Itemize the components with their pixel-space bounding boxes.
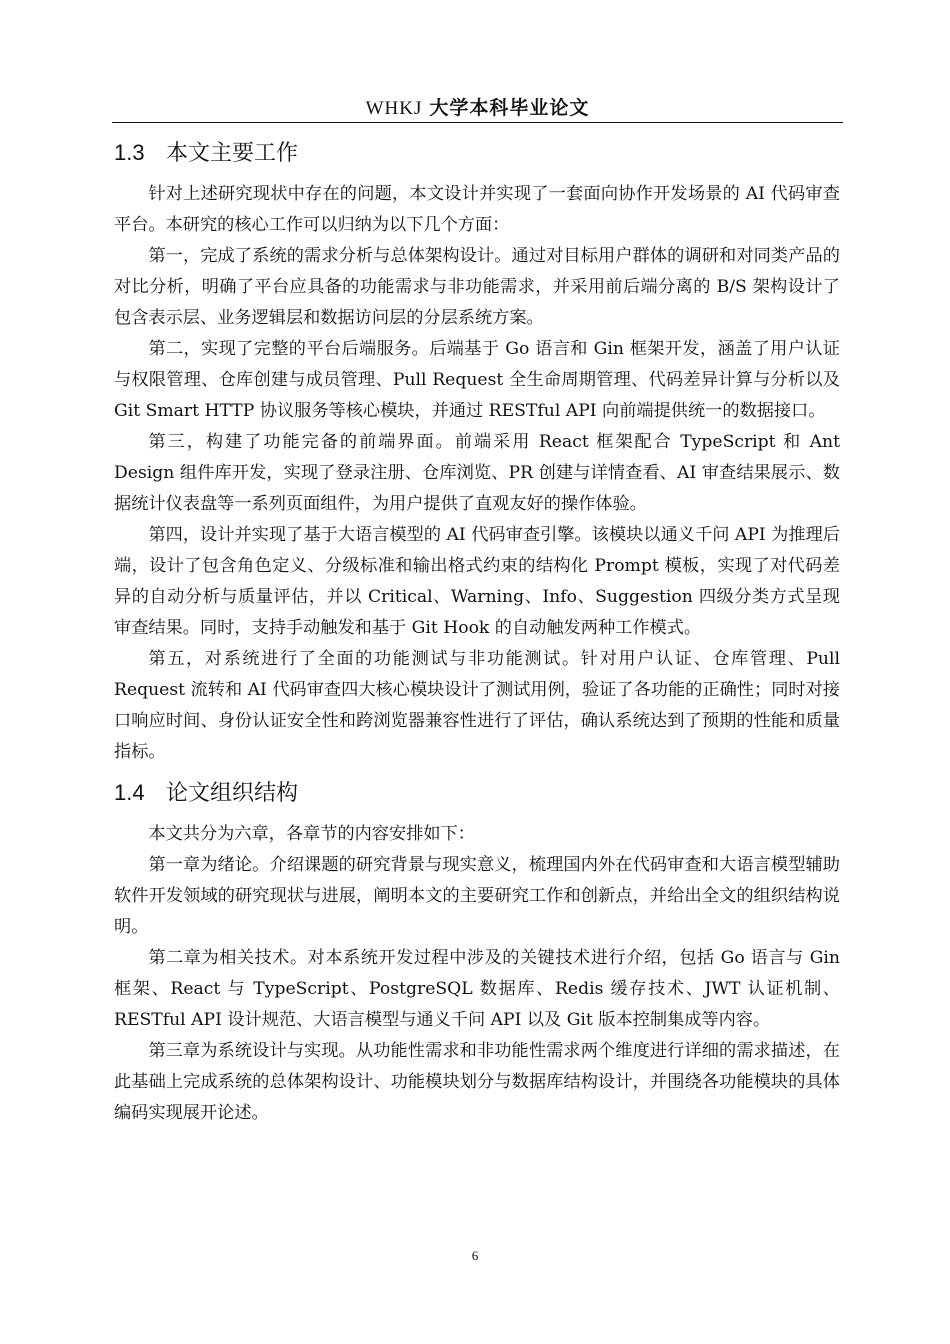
section-1-3 xyxy=(114,128,840,768)
paragraph: 第二章为相关技术。对本系统开发过程中涉及的关键技术进行介绍，包括 Go 语言与 Gin 框架、React 与 TypeScript、PostgreSQL 数据库、Redis 缓存技术、JWT 认证机制、RESTful API 设计规范、大语言模型与通义千问 API 以及 Git 版本控制集成等内容。 xyxy=(114,948,840,1030)
page-number: 6 xyxy=(471,1248,479,1263)
paragraph: 第二，实现了完整的平台后端服务。后端基于 Go 语言和 Gin 框架开发，涵盖了用户认证与权限管理、仓库创建与成员管理、Pull Request 全生命周期管理、代码差异计算与分析以及 Git Smart HTTP 协议服务等核心模块，并通过 RESTful API 向前端提供统一的数据接口。 xyxy=(114,339,840,421)
header-rule xyxy=(112,122,843,123)
header-school: WHKJ xyxy=(365,98,423,119)
section-title: 本文主要工作 xyxy=(166,141,299,166)
running-header xyxy=(112,96,843,121)
header-thesis-title: 大学本科毕业论文 xyxy=(429,97,590,119)
paragraph: 第五，对系统进行了全面的功能测试与非功能测试。针对用户认证、仓库管理、Pull Request 流转和 AI 代码审查四大核心模块设计了测试用例，验证了各功能的正确性；同时对接口响应时间、身份认证安全性和跨浏览器兼容性进行了评估，确认系统达到了预期的性能和质量指标。 xyxy=(114,649,840,762)
page-body xyxy=(114,128,840,1129)
paragraph: 第一章为绪论。介绍课题的研究背景与现实意义，梳理国内外在代码审查和大语言模型辅助软件开发领域的研究现状与进展，阐明本文的主要研究工作和创新点，并给出全文的组织结构说明。 xyxy=(114,855,840,937)
paragraph: 第三，构建了功能完备的前端界面。前端采用 React 框架配合 TypeScript 和 Ant Design 组件库开发，实现了登录注册、仓库浏览、PR 创建与详情查看、AI 审查结果展示、数据统计仪表盘等一系列页面组件，为用户提供了直观友好的操作体验。 xyxy=(114,432,840,514)
paragraph: 第一，完成了系统的需求分析与总体架构设计。通过对目标用户群体的调研和对同类产品的对比分析，明确了平台应具备的功能需求与非功能需求，并采用前后端分离的 B/S 架构设计了包含表示层、业务逻辑层和数据访问层的分层系统方案。 xyxy=(114,246,840,328)
section-title: 论文组织结构 xyxy=(166,781,299,806)
paragraph: 针对上述研究现状中存在的问题，本文设计并实现了一套面向协作开发场景的 AI 代码审查平台。本研究的核心工作可以归纳为以下几个方面： xyxy=(114,184,840,235)
section-heading xyxy=(114,128,840,179)
paragraph: 本文共分为六章，各章节的内容安排如下： xyxy=(148,824,475,844)
paragraph: 第四，设计并实现了基于大语言模型的 AI 代码审查引擎。该模块以通义千问 API 为推理后端，设计了包含角色定义、分级标准和输出格式约束的结构化 Prompt 模板，实现了对代码差异的自动分析与质量评估，并以 Critical、Warning、Info、Suggestion 四级分类方式呈现审查结果。同时，支持手动触发和基于 Git Hook 的自动触发两种工作模式。 xyxy=(114,525,840,638)
section-number: 1.4 xyxy=(114,780,145,805)
paragraph: 第三章为系统设计与实现。从功能性需求和非功能性需求两个维度进行详细的需求描述，在此基础上完成系统的总体架构设计、功能模块划分与数据库结构设计，并围绕各功能模块的具体编码实现展开论述。 xyxy=(114,1041,840,1123)
section-heading xyxy=(114,768,840,819)
section-1-4 xyxy=(114,768,840,1129)
section-number: 1.3 xyxy=(114,140,145,165)
